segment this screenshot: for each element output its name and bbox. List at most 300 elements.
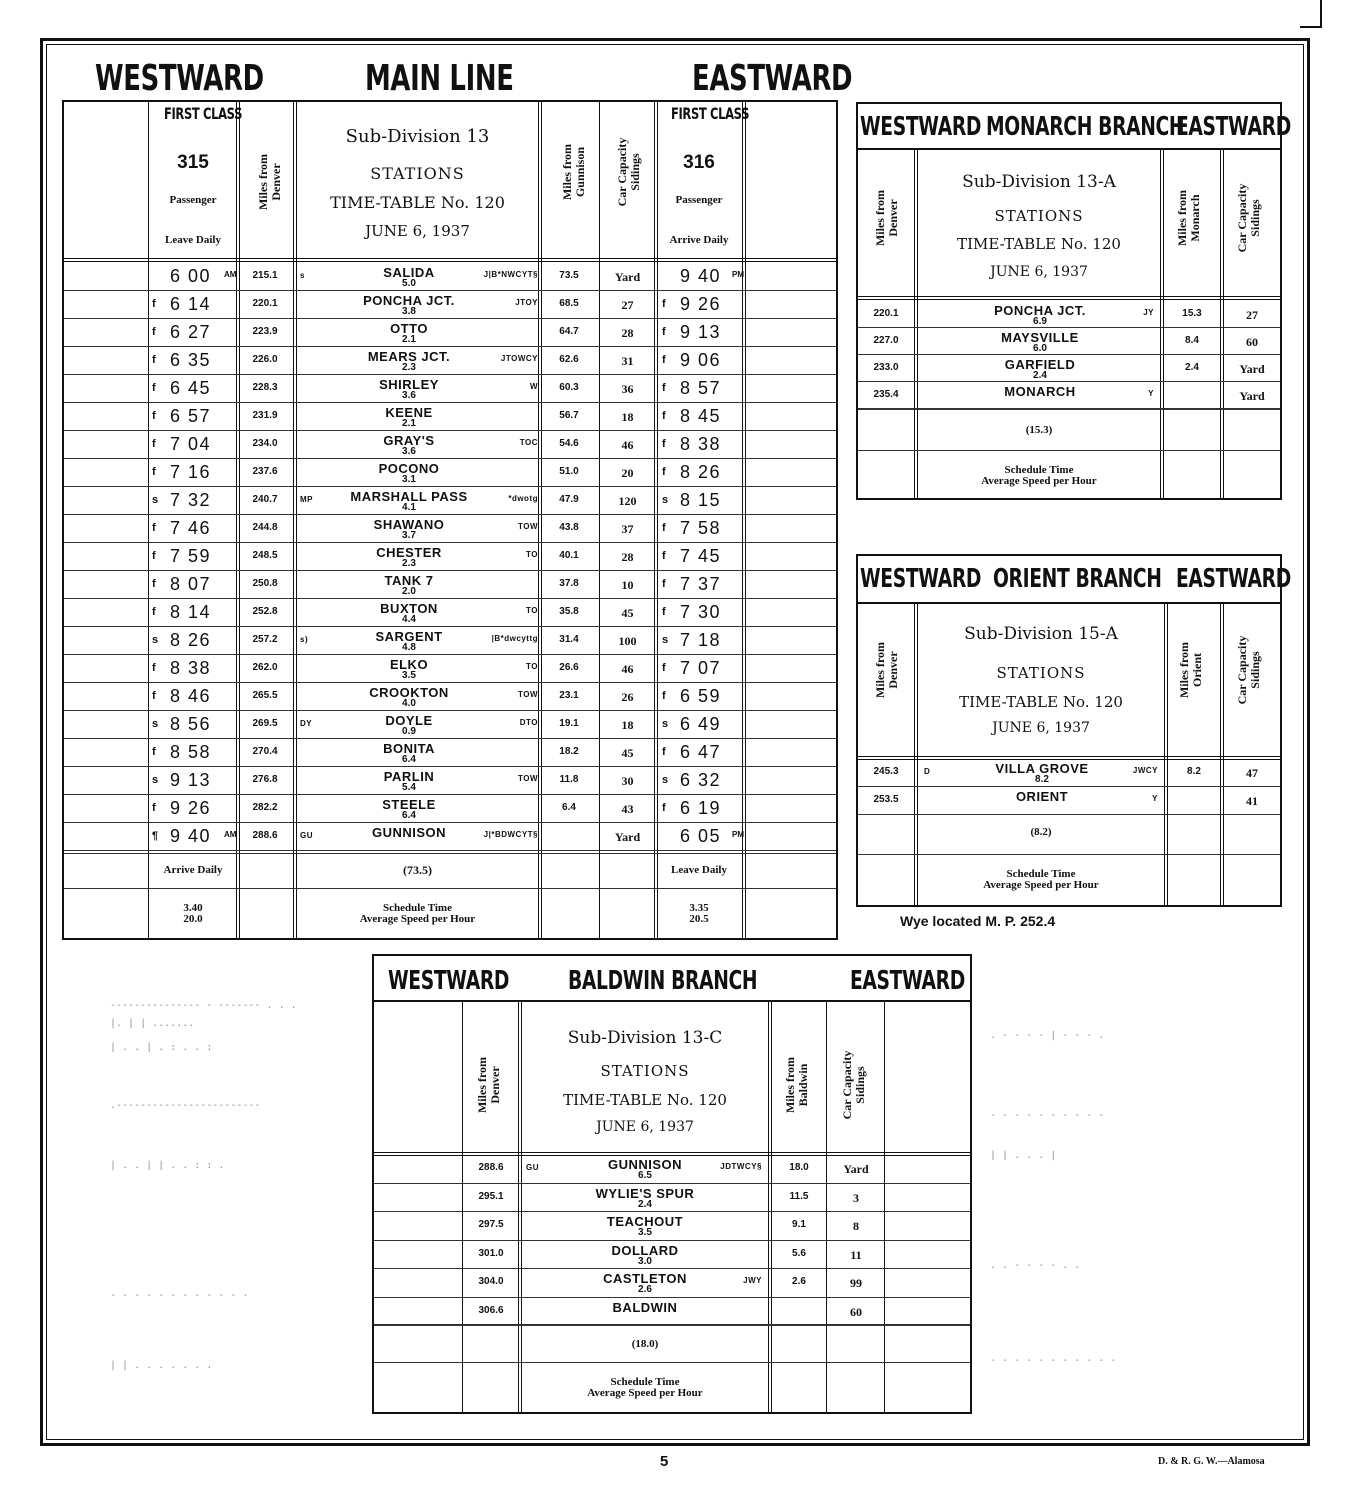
station-code: JY xyxy=(1143,308,1154,317)
orient-subdivision: Sub-Division 15-A xyxy=(964,624,1118,644)
west-time: 6 35 xyxy=(170,350,212,370)
miles-from-denver: 220.1 xyxy=(873,308,899,319)
station-code: TOW xyxy=(517,690,538,699)
distance-to-next: 4.8 xyxy=(402,642,416,653)
station-code: W xyxy=(529,382,538,391)
row-divider xyxy=(64,486,836,487)
baldwin-sched-label: Schedule Time xyxy=(610,1376,680,1388)
miles-from-denver: 270.4 xyxy=(252,746,278,757)
miles-from-branch-end: 8.4 xyxy=(1185,335,1199,346)
east-sched-time: 3.35 xyxy=(689,902,709,914)
baldwin-west-header: WESTWARD xyxy=(388,966,510,996)
miles-from-branch-end: 5.6 xyxy=(792,1247,806,1259)
row-divider xyxy=(64,458,836,459)
main-sched-label: Schedule Time xyxy=(383,902,452,914)
station-name: ORIENT xyxy=(1015,789,1069,804)
west-time: 6 57 xyxy=(170,406,212,426)
station-code: TO xyxy=(526,550,538,559)
main-subdivision: Sub-Division 13 xyxy=(345,126,490,147)
miles-from-gunnison: 43.8 xyxy=(559,522,579,533)
baldwin-timetable-no: TIME-TABLE No. 120 xyxy=(563,1091,727,1109)
east-time: 7 45 xyxy=(680,546,722,566)
miles-from-gunnison: 37.8 xyxy=(559,578,579,589)
east-time: 6 19 xyxy=(680,798,722,818)
miles-from-denver: 262.0 xyxy=(252,662,278,673)
west-time: 9 13 xyxy=(170,770,212,790)
station-name: POCONO xyxy=(378,461,440,476)
distance-to-next: 4.1 xyxy=(402,502,416,513)
miles-from-denver: 306.6 xyxy=(478,1304,504,1316)
main-date: JUNE 6, 1937 xyxy=(365,222,470,240)
wye-note: Wye located M. P. 252.4 xyxy=(900,913,1056,929)
distance-to-next: 4.0 xyxy=(402,698,416,709)
east-stop-mark: s xyxy=(662,774,669,786)
east-time: 9 13 xyxy=(680,322,722,342)
east-time: 6 05 xyxy=(680,826,722,846)
orient-col-capacity: Car Capacity Sidings xyxy=(1235,635,1262,705)
west-stop-mark: f xyxy=(152,550,156,562)
east-stop-mark: f xyxy=(662,298,666,310)
baldwin-stations-heading: STATIONS xyxy=(600,1062,690,1080)
main-east-header: EASTWARD xyxy=(692,58,853,99)
east-stop-mark: f xyxy=(662,522,666,534)
east-time: 9 06 xyxy=(680,350,722,370)
station-name: SARGENT xyxy=(375,629,443,644)
train-316: 316 xyxy=(683,152,715,173)
siding-capacity: 43 xyxy=(621,802,634,816)
row-divider xyxy=(64,738,836,739)
distance-to-next: 3.7 xyxy=(402,530,416,541)
monarch-west-header: WESTWARD xyxy=(860,112,982,142)
station-code: J|B*NWCYT§ xyxy=(483,270,538,279)
siding-capacity: 99 xyxy=(850,1276,862,1290)
orient-date: JUNE 6, 1937 xyxy=(992,720,1090,736)
west-time: 9 26 xyxy=(170,798,212,818)
row-divider xyxy=(64,514,836,515)
monarch-speed-label: Average Speed per Hour xyxy=(981,475,1097,487)
west-time: 6 27 xyxy=(170,322,212,342)
baldwin-col-capacity: Car Capacity Sidings xyxy=(840,1050,867,1120)
station-name: GUNNISON xyxy=(607,1157,683,1172)
row-divider xyxy=(64,374,836,375)
baldwin-subdivision: Sub-Division 13-C xyxy=(567,1028,723,1048)
siding-capacity: Yard xyxy=(1239,389,1265,403)
miles-from-denver: 233.0 xyxy=(873,362,899,373)
west-stop-mark: f xyxy=(152,606,156,618)
miles-from-gunnison: 54.6 xyxy=(559,438,579,449)
miles-from-gunnison: 11.8 xyxy=(559,774,579,785)
west-stop-mark: f xyxy=(152,522,156,534)
siding-capacity: 45 xyxy=(621,606,634,620)
distance-to-next: 5.4 xyxy=(402,782,416,793)
siding-capacity: 36 xyxy=(621,382,634,396)
west-stop-mark: f xyxy=(152,354,156,366)
row-divider xyxy=(64,850,836,851)
siding-capacity: 18 xyxy=(621,718,634,732)
west-time: 8 14 xyxy=(170,602,212,622)
distance-to-next: 3.5 xyxy=(638,1227,652,1238)
west-stop-mark: ¶ xyxy=(152,830,159,842)
main-total-miles: (73.5) xyxy=(403,863,432,877)
east-time: 8 45 xyxy=(680,406,722,426)
orient-east-header: EASTWARD xyxy=(1176,564,1291,594)
monarch-title: MONARCH BRANCH xyxy=(986,112,1185,142)
west-time: 7 04 xyxy=(170,434,212,454)
distance-to-next: 3.5 xyxy=(402,670,416,681)
miles-from-denver: 252.8 xyxy=(252,606,278,617)
miles-from-denver: 245.3 xyxy=(873,766,899,777)
orient-col-miles-orient: Miles from Orient xyxy=(1177,641,1204,699)
west-arrive-daily: Arrive Daily xyxy=(163,864,223,876)
main-stations-heading: STATIONS xyxy=(370,164,465,183)
east-time: 8 38 xyxy=(680,434,722,454)
west-time: 7 46 xyxy=(170,518,212,538)
east-avg-speed: 20.5 xyxy=(689,913,709,925)
row-divider xyxy=(64,430,836,431)
station-name: BONITA xyxy=(383,741,435,756)
miles-from-branch-end: 11.5 xyxy=(789,1190,809,1202)
east-stop-mark: f xyxy=(662,354,666,366)
station-prefix: s xyxy=(300,271,305,280)
miles-from-gunnison: 26.6 xyxy=(559,662,579,673)
east-time: 6 32 xyxy=(680,770,722,790)
orient-west-header: WESTWARD xyxy=(860,564,982,594)
station-name: TEACHOUT xyxy=(606,1214,684,1229)
siding-capacity: 60 xyxy=(850,1304,862,1319)
miles-from-gunnison: 60.3 xyxy=(559,382,579,393)
station-code: Y xyxy=(1148,389,1154,398)
miles-from-denver: 244.8 xyxy=(252,522,278,533)
siding-capacity: 28 xyxy=(621,326,634,340)
miles-from-denver: 235.4 xyxy=(873,389,899,400)
station-name: VILLA GROVE xyxy=(995,761,1089,776)
miles-from-gunnison: 56.7 xyxy=(559,410,579,421)
station-code: Y xyxy=(1152,794,1158,803)
distance-to-next: 2.0 xyxy=(402,586,416,597)
siding-capacity: Yard xyxy=(614,830,641,844)
east-stop-mark: f xyxy=(662,690,666,702)
siding-capacity: 31 xyxy=(621,354,634,368)
siding-capacity: 60 xyxy=(1246,335,1258,349)
station-name: BUXTON xyxy=(380,601,438,616)
row-divider xyxy=(64,346,836,347)
west-stop-mark: s xyxy=(152,634,159,646)
baldwin-col-miles-denver: Miles from Denver xyxy=(475,1056,502,1114)
monarch-east-header: EASTWARD xyxy=(1176,112,1291,142)
row-divider xyxy=(374,1268,970,1269)
baldwin-table xyxy=(372,954,972,1414)
miles-from-branch-end: 2.4 xyxy=(1185,362,1199,373)
siding-capacity: 47 xyxy=(1246,766,1258,780)
miles-from-branch-end: 15.3 xyxy=(1182,308,1202,319)
monarch-table xyxy=(856,102,1291,500)
orient-sched-label: Schedule Time xyxy=(1006,868,1076,880)
baldwin-east-header: EASTWARD xyxy=(850,966,965,996)
distance-to-next: 4.4 xyxy=(402,614,416,625)
row-divider xyxy=(64,542,836,543)
west-stop-mark: s xyxy=(152,774,159,786)
siding-capacity: 46 xyxy=(621,662,634,676)
station-code: JWCY xyxy=(1132,766,1158,775)
west-stop-mark: f xyxy=(152,298,156,310)
distance-to-next: 0.9 xyxy=(402,726,416,737)
page-number: 5 xyxy=(660,1453,669,1470)
west-time: 9 40 xyxy=(170,826,212,846)
east-stop-mark: s xyxy=(662,634,669,646)
siding-capacity: 20 xyxy=(621,466,634,480)
east-stop-mark: s xyxy=(662,718,669,730)
miles-from-denver: 231.9 xyxy=(252,410,278,421)
miles-from-branch-end: 2.6 xyxy=(792,1276,806,1287)
corner-mark-h xyxy=(1300,26,1322,28)
distance-to-next: 3.6 xyxy=(402,446,416,457)
distance-to-next: 6.5 xyxy=(638,1170,652,1181)
distance-to-next: 3.1 xyxy=(402,474,416,485)
miles-from-branch-end: 18.0 xyxy=(789,1162,809,1173)
miles-from-branch-end: 8.2 xyxy=(1187,766,1201,777)
miles-from-denver: 301.0 xyxy=(478,1247,504,1259)
east-stop-mark: f xyxy=(662,746,666,758)
row-divider xyxy=(858,327,1280,328)
station-code: JDTWCY§ xyxy=(720,1162,762,1171)
miles-from-denver: 215.1 xyxy=(252,270,278,281)
station-prefix: MP xyxy=(300,495,313,504)
west-stop-mark: f xyxy=(152,438,156,450)
miles-from-gunnison: 6.4 xyxy=(562,802,576,813)
miles-from-gunnison: 35.8 xyxy=(559,606,579,617)
miles-from-denver: 228.3 xyxy=(252,382,278,393)
miles-from-gunnison: 40.1 xyxy=(559,550,579,561)
main-speed-label: Average Speed per Hour xyxy=(359,913,476,925)
west-ampm: AM xyxy=(224,830,237,839)
baldwin-title: BALDWIN BRANCH xyxy=(568,966,758,996)
west-time: 7 16 xyxy=(170,462,212,482)
station-name: DOYLE xyxy=(385,713,433,728)
west-stop-mark: f xyxy=(152,578,156,590)
orient-total-miles: (8.2) xyxy=(1030,826,1052,838)
miles-from-denver: 276.8 xyxy=(252,774,278,785)
distance-to-next: 8.2 xyxy=(1035,774,1049,785)
west-train-type: Passenger xyxy=(169,194,217,206)
row-divider xyxy=(858,786,1280,787)
monarch-total-miles: (15.3) xyxy=(1025,424,1053,436)
east-stop-mark: f xyxy=(662,662,666,674)
miles-from-denver: 257.2 xyxy=(252,634,278,645)
east-time: 6 47 xyxy=(680,742,722,762)
siding-capacity: 26 xyxy=(621,690,634,704)
siding-capacity: 18 xyxy=(621,410,634,424)
siding-capacity: Yard xyxy=(843,1162,869,1176)
miles-from-denver: 226.0 xyxy=(252,354,278,365)
orient-col-miles-denver: Miles from Denver xyxy=(873,641,900,699)
distance-to-next: 3.8 xyxy=(402,306,416,317)
miles-from-denver: 250.8 xyxy=(252,578,278,589)
east-stop-mark: f xyxy=(662,578,666,590)
east-stop-mark: f xyxy=(662,802,666,814)
publisher-mark: D. & R. G. W.—Alamosa xyxy=(1158,1456,1265,1467)
siding-capacity: 120 xyxy=(618,494,637,508)
east-leave-daily: Leave Daily xyxy=(671,864,727,876)
row-divider xyxy=(374,1325,970,1326)
row-divider xyxy=(64,318,836,319)
east-time: 6 49 xyxy=(680,714,722,734)
miles-from-denver: 227.0 xyxy=(873,335,899,346)
baldwin-date: JUNE 6, 1937 xyxy=(596,1119,694,1135)
east-time: 7 30 xyxy=(680,602,722,622)
west-stop-mark: f xyxy=(152,802,156,814)
col-miles-denver: Miles from Denver xyxy=(256,153,283,211)
west-time: 8 26 xyxy=(170,630,212,650)
distance-to-next: 3.0 xyxy=(638,1255,652,1267)
station-name: MONARCH xyxy=(1004,384,1076,399)
station-name: GRAY'S xyxy=(383,433,435,448)
station-code: |B*dwcyttg xyxy=(491,634,538,643)
station-code: TO xyxy=(526,606,538,615)
monarch-sched-label: Schedule Time xyxy=(1004,464,1074,476)
west-leave-daily: Leave Daily xyxy=(165,234,221,246)
station-code: DTO xyxy=(519,718,538,727)
west-stop-mark: f xyxy=(152,326,156,338)
west-time: 8 38 xyxy=(170,658,212,678)
miles-from-gunnison: 64.7 xyxy=(559,326,579,337)
station-code: *dwotg xyxy=(508,494,538,503)
row-divider xyxy=(64,290,836,291)
west-stop-mark: f xyxy=(152,410,156,422)
station-name: BALDWIN xyxy=(612,1299,678,1315)
east-stop-mark: f xyxy=(662,382,666,394)
miles-from-denver: 282.2 xyxy=(252,802,278,813)
east-time: 9 40 xyxy=(680,266,722,286)
miles-from-gunnison: 23.1 xyxy=(559,690,579,701)
station-prefix: s) xyxy=(300,635,309,644)
west-time: 6 14 xyxy=(170,294,212,314)
siding-capacity: 30 xyxy=(621,774,634,788)
west-first-class: FIRST CLASS xyxy=(164,104,243,123)
row-divider xyxy=(374,1183,970,1184)
station-code: JWY xyxy=(743,1276,762,1285)
siding-capacity: 45 xyxy=(621,746,634,760)
east-time: 8 57 xyxy=(680,378,722,398)
station-name: MEARS JCT. xyxy=(367,349,451,364)
siding-capacity: 10 xyxy=(621,578,634,592)
row-divider xyxy=(64,598,836,599)
orient-title: ORIENT BRANCH xyxy=(993,564,1162,594)
station-name: MARSHALL PASS xyxy=(350,489,468,504)
station-code: TO xyxy=(526,662,538,671)
station-name: PONCHA JCT. xyxy=(363,293,455,308)
orient-timetable-no: TIME-TABLE No. 120 xyxy=(959,693,1123,711)
corner-mark xyxy=(1320,0,1322,28)
west-time: 8 46 xyxy=(170,686,212,706)
col-miles-gunnison: Miles from Gunnison xyxy=(560,143,587,201)
station-code: TOW xyxy=(517,774,538,783)
station-name: TANK 7 xyxy=(384,573,434,588)
monarch-col-capacity: Car Capacity Sidings xyxy=(1235,183,1262,253)
distance-to-next: 2.4 xyxy=(1033,370,1047,381)
west-avg-speed: 20.0 xyxy=(183,913,203,925)
siding-capacity: 41 xyxy=(1246,794,1258,808)
miles-from-denver: 297.5 xyxy=(478,1219,504,1230)
station-name: SHAWANO xyxy=(373,517,445,532)
east-train-type: Passenger xyxy=(675,194,723,206)
miles-from-gunnison: 18.2 xyxy=(559,746,579,757)
distance-to-next: 2.6 xyxy=(638,1284,652,1295)
col-capacity: Car Capacity Sidings xyxy=(615,137,642,207)
east-stop-mark: f xyxy=(662,326,666,338)
monarch-col-miles-denver: Miles from Denver xyxy=(873,189,900,247)
miles-from-denver: 295.1 xyxy=(478,1190,504,1202)
west-sched-time: 3.40 xyxy=(183,902,203,914)
miles-from-denver: 240.7 xyxy=(252,494,278,505)
station-name: ELKO xyxy=(389,657,429,672)
main-timetable-no: TIME-TABLE No. 120 xyxy=(330,193,505,212)
siding-capacity: 27 xyxy=(621,298,634,312)
distance-to-next: 2.1 xyxy=(402,334,416,345)
east-stop-mark: f xyxy=(662,550,666,562)
monarch-timetable-no: TIME-TABLE No. 120 xyxy=(957,235,1121,253)
row-divider xyxy=(374,1211,970,1212)
miles-from-denver: 253.5 xyxy=(873,794,899,805)
siding-capacity: 8 xyxy=(853,1219,859,1233)
distance-to-next: 2.3 xyxy=(402,362,416,373)
siding-capacity: 28 xyxy=(621,550,634,564)
siding-capacity: 27 xyxy=(1246,308,1258,322)
row-divider xyxy=(858,354,1280,355)
station-name: WYLIE'S SPUR xyxy=(595,1185,695,1201)
east-time: 7 07 xyxy=(680,658,722,678)
distance-to-next: 3.6 xyxy=(402,390,416,401)
row-divider xyxy=(374,1240,970,1241)
miles-from-branch-end: 9.1 xyxy=(792,1219,806,1230)
main-title: MAIN LINE xyxy=(365,58,514,99)
station-code: TOC xyxy=(519,438,538,447)
station-name: GUNNISON xyxy=(371,825,447,840)
miles-from-gunnison: 31.4 xyxy=(559,634,579,645)
station-prefix: D xyxy=(924,767,931,776)
station-code: JTOWCY xyxy=(500,354,538,363)
station-name: CASTLETON xyxy=(603,1271,687,1286)
east-time: 8 26 xyxy=(680,462,722,482)
station-name: MAYSVILLE xyxy=(1001,330,1079,345)
east-arrive-daily: Arrive Daily xyxy=(669,234,729,246)
west-time: 7 32 xyxy=(170,490,212,510)
station-name: GARFIELD xyxy=(1004,357,1076,372)
row-divider xyxy=(64,682,836,683)
station-name: PONCHA JCT. xyxy=(994,303,1086,318)
west-time: 6 45 xyxy=(170,378,212,398)
miles-from-denver: 304.0 xyxy=(478,1276,504,1287)
miles-from-gunnison: 51.0 xyxy=(559,466,579,477)
distance-to-next: 2.1 xyxy=(402,418,416,429)
miles-from-denver: 288.6 xyxy=(252,830,278,841)
west-stop-mark: f xyxy=(152,662,156,674)
row-divider xyxy=(374,1297,970,1298)
row-divider xyxy=(64,794,836,795)
station-code: JTOY xyxy=(515,298,538,307)
east-time: 7 18 xyxy=(680,630,722,650)
siding-capacity: 11 xyxy=(850,1247,862,1262)
row-divider xyxy=(64,570,836,571)
orient-table xyxy=(856,554,1291,907)
station-prefix: DY xyxy=(300,719,313,728)
baldwin-col-miles-baldwin: Miles from Baldwin xyxy=(783,1056,810,1114)
station-code: TOW xyxy=(517,522,538,531)
main-line-table xyxy=(62,100,838,940)
siding-capacity: 46 xyxy=(621,438,634,452)
monarch-date: JUNE 6, 1937 xyxy=(990,264,1088,280)
station-name: STEELE xyxy=(382,797,436,812)
east-ampm: PM xyxy=(732,270,744,279)
